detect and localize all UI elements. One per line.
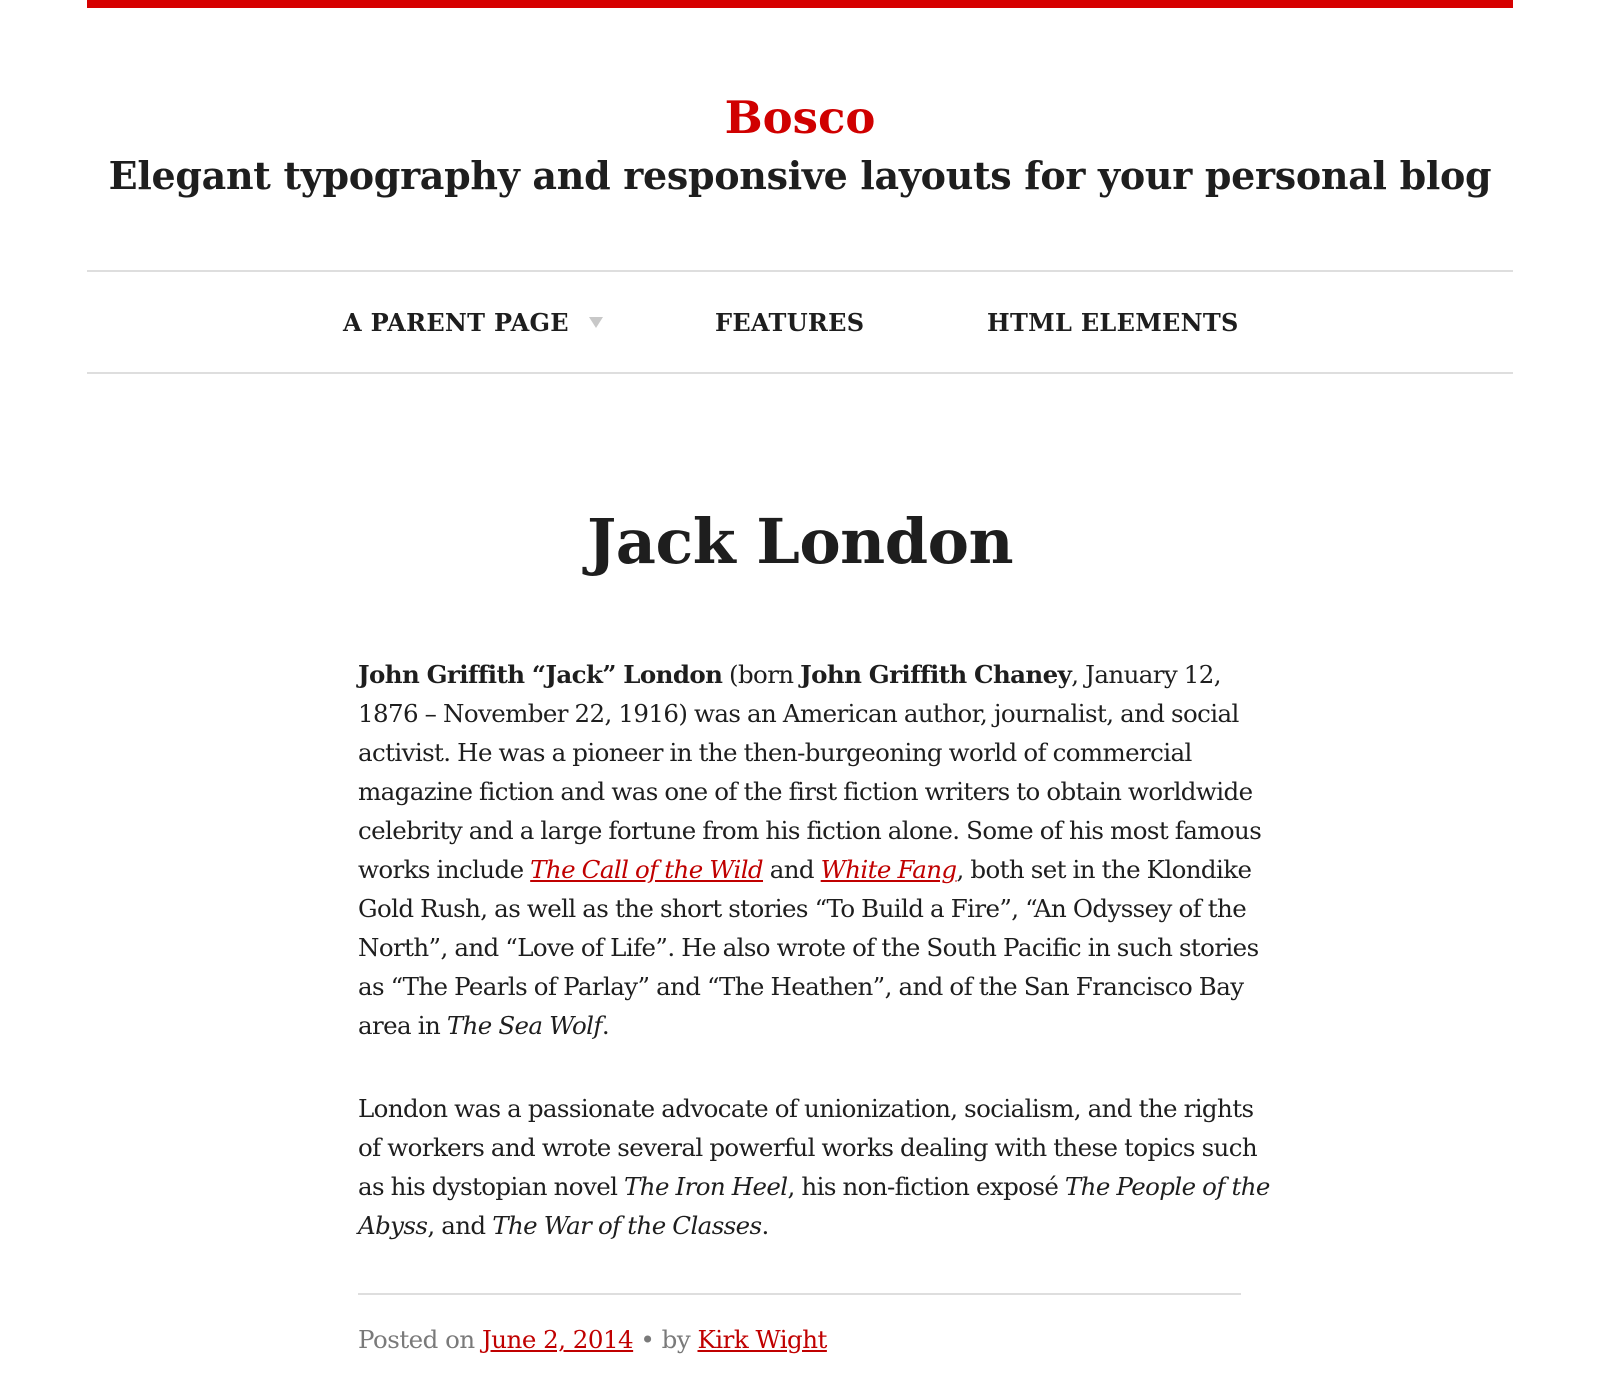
nav-item-label: A PARENT PAGE (343, 308, 569, 337)
italic-title: The Sea Wolf (446, 1011, 602, 1040)
dropdown-arrow-icon (589, 317, 603, 328)
byline-separator: • by (633, 1325, 698, 1354)
italic-title: The People of the Abyss (358, 1172, 1270, 1240)
paragraph-text: , January 12, 1876 – November 22, 1916) was an American author, journalist, and social activist. He was a pioneer in the then-burgeoning world of commercial magazine fiction and was one of the first fiction writers to obtain worldwide celebrity and a large fortune from his fiction alone. Some of his most famous works include (358, 660, 1262, 884)
top-accent-bar (87, 0, 1513, 8)
italic-title: The Iron Heel (624, 1172, 788, 1201)
paragraph-text: (born (722, 660, 801, 689)
main-navigation (87, 270, 1513, 374)
paragraph-text: London was a passionate advocate of unionization, socialism, and the rights of workers and wrote several powerful works dealing with these topics such as his dystopian novel (358, 1094, 1258, 1201)
site-header (87, 8, 1513, 206)
paragraph-text: . (761, 1211, 769, 1240)
link-white-fang[interactable]: White Fang (820, 855, 957, 884)
site-title-link[interactable]: Bosco (724, 91, 876, 144)
post-article (87, 500, 1513, 1354)
post-meta (358, 1293, 1241, 1354)
paragraph-text: , and (427, 1211, 493, 1240)
bold-name: John Griffith “Jack” London (358, 660, 723, 689)
bold-birth-name: John Griffith Chaney (800, 660, 1072, 689)
post-content (358, 655, 1278, 1289)
site-tagline: Elegant typography and responsive layouts for your personal blog (108, 153, 1492, 198)
nav-item-html-elements[interactable]: HTML ELEMENTS (987, 308, 1239, 337)
link-call-of-the-wild[interactable]: The Call of the Wild (530, 855, 764, 884)
author-link[interactable]: Kirk Wight (697, 1325, 827, 1354)
nav-item-features[interactable]: FEATURES (715, 308, 865, 337)
paragraph-text: , his non-fiction exposé (787, 1172, 1065, 1201)
paragraph-text: and (763, 855, 821, 884)
post-paragraph-1 (358, 655, 1278, 1045)
post-title: Jack London (586, 505, 1014, 578)
italic-title: The War of the Classes (492, 1211, 762, 1240)
post-date-link[interactable]: June 2, 2014 (481, 1325, 634, 1354)
paragraph-text: . (601, 1011, 610, 1040)
post-paragraph-2 (358, 1089, 1278, 1245)
page-wrapper (87, 0, 1513, 1354)
paragraph-text: , both set in the Klondike Gold Rush, as well as the short stories “To Build a Fire”, “An Odyssey of the North”, and “Love of Life”. He also wrote of the South Pacific in such stories as “The Pearls of Parlay” and “The Heathen”, and of the San Francisco Bay area in (358, 855, 1259, 1040)
nav-item-a-parent-page[interactable] (343, 308, 603, 337)
posted-on-label: Posted on (358, 1325, 482, 1354)
